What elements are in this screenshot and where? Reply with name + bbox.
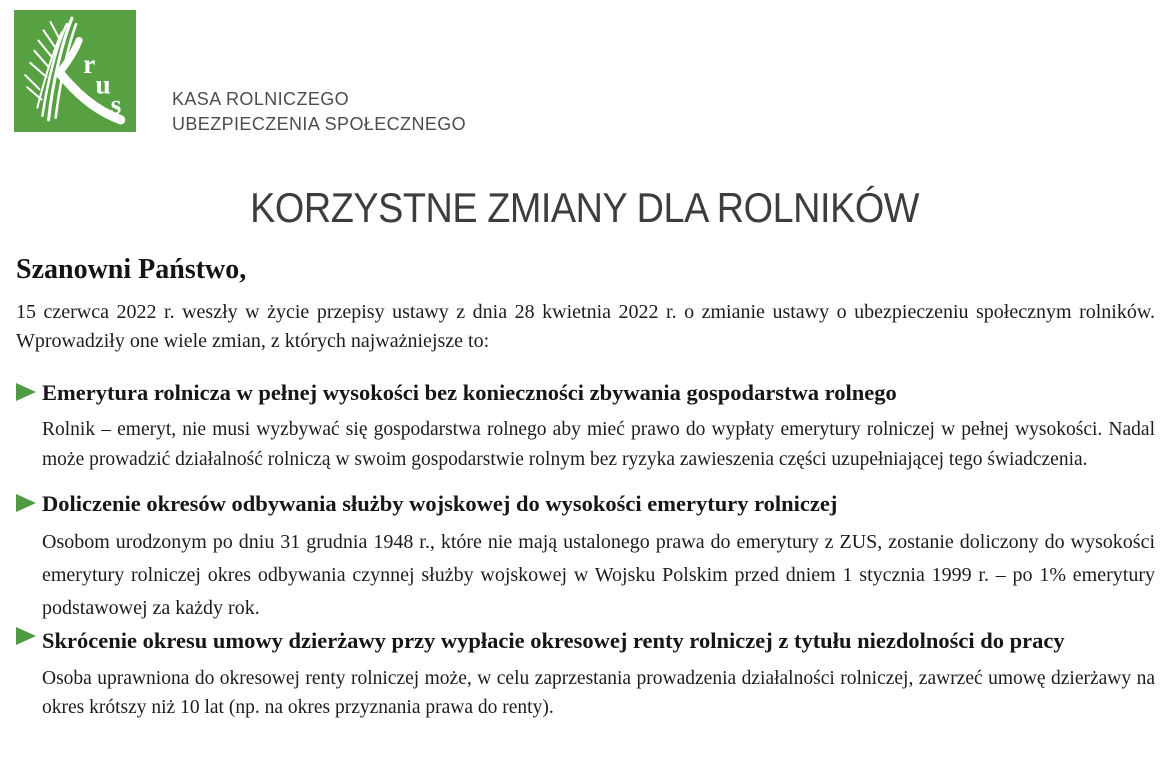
svg-text:u: u <box>95 69 111 100</box>
arrow-right-icon <box>16 494 36 512</box>
krus-logo <box>14 10 136 132</box>
svg-text:r: r <box>83 49 96 80</box>
org-name-line1: KASA ROLNICZEGO <box>172 89 350 109</box>
krus-logo-image <box>14 10 136 132</box>
bullet-item-lease-period <box>16 620 1155 722</box>
bullet-body: Osobom urodzonym po dniu 31 grudnia 1948 r., które nie mają ustalonego prawa do emerytury z ZUS, zostanie doliczony do wysokości emerytury rolniczej okres odbywania czynnej służby wojskowej w Wojsku Polskim przed dniem 1 stycznia 1999 r. – po 1% emerytury podstawowej za każdy rok. <box>42 531 1155 619</box>
bullet-item-military-service <box>16 487 1155 625</box>
title-area <box>0 184 1170 232</box>
bullet-body: Osoba uprawniona do okresowej renty rolniczej może, w celu zaprzestania prowadzenia działalności rolniczej, zawrzeć umowę dzierżawy na okres krótszy niż 10 lat (np. na okres przyznania prawa do renty). <box>42 668 1155 718</box>
arrow-right-icon <box>16 627 36 645</box>
org-name-line2: UBEZPIECZENIA SPOŁECZNEGO <box>172 114 467 134</box>
intro-paragraph: 15 czerwca 2022 r. weszły w życie przepisy ustawy z dnia 28 kwietnia 2022 r. o zmianie ustawy o ubezpieczeniu społecznym rolników. Wprowadziły one wiele zmian, z których najważniejsze to: <box>16 301 1155 352</box>
arrow-right-icon <box>16 383 36 401</box>
bullet-heading: Doliczenie okresów odbywania służby wojskowej do wysokości emerytury rolniczej <box>42 491 838 516</box>
page-title: KORZYSTNE ZMIANY DLA ROLNIKÓW <box>250 184 920 231</box>
bullet-item-pension <box>16 376 1155 475</box>
bullet-body: Rolnik – emeryt, nie musi wyzbywać się gospodarstwa rolnego aby mieć prawo do wypłaty emerytury rolniczej w pełnej wysokości. Nadal może prowadzić działalność rolniczą w swoim gospodarstwie rolnym bez ryzyka zawieszenia części uzupełniającej tego świadczenia. <box>42 419 1155 470</box>
greeting: Szanowni Państwo, <box>16 254 247 285</box>
bullet-heading: Skrócenie okresu umowy dzierżawy przy wypłacie okresowej renty rolniczej z tytułu niezdolności do pracy <box>42 628 1065 653</box>
svg-text:s: s <box>110 89 122 120</box>
org-name <box>172 87 466 137</box>
bullet-heading: Emerytura rolnicza w pełnej wysokości bez konieczności zbywania gospodarstwa rolnego <box>42 380 897 405</box>
